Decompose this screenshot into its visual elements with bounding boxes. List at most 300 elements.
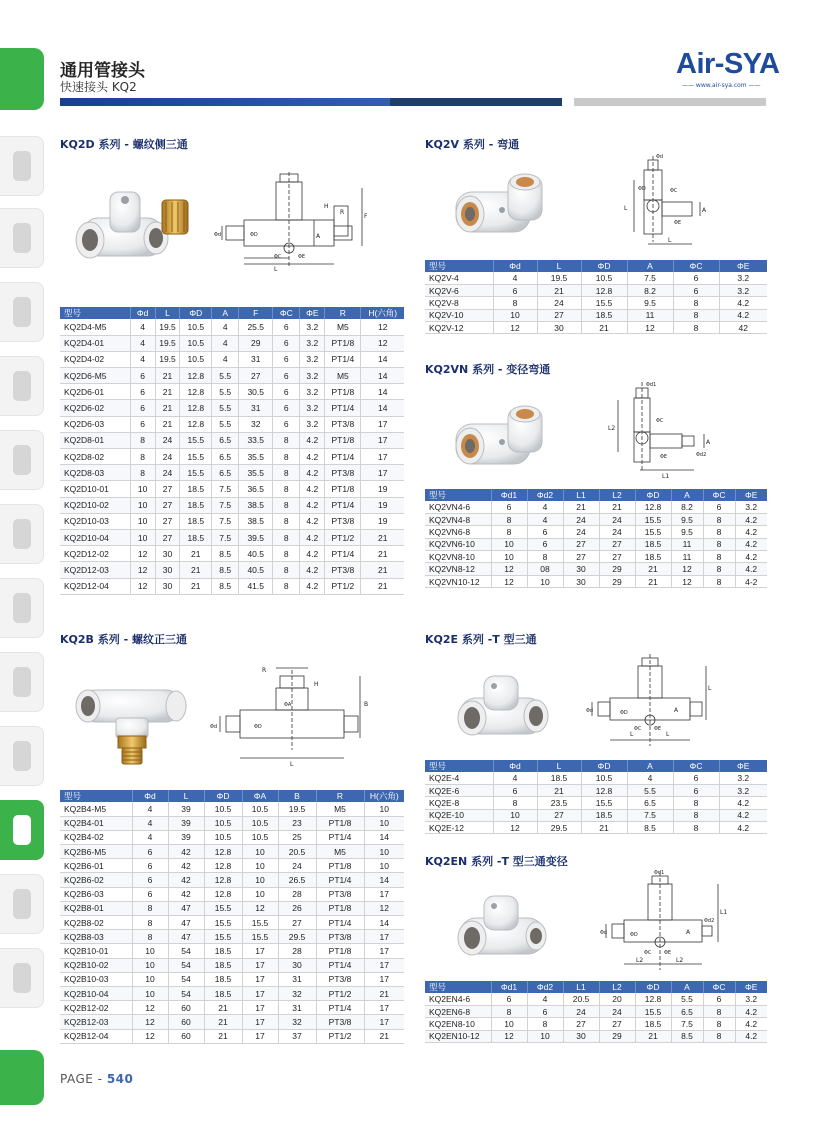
table-cell: KQ2D10-03	[60, 513, 130, 529]
table-cell: 10	[364, 845, 404, 859]
kq2v-label-d: Φd	[656, 154, 664, 160]
table-cell: 4	[132, 830, 168, 844]
table-cell: 18.5	[635, 538, 671, 550]
table-cell: 4.2	[300, 497, 325, 513]
table-cell: PT3/8	[316, 930, 364, 944]
table-cell: 12.8	[180, 416, 212, 432]
table-cell: 10	[130, 497, 155, 513]
section-title-kq2vn: KQ2VN 系列 - 变径弯通	[425, 363, 551, 376]
table-cell: 15.5	[180, 449, 212, 465]
kq2vn-label-d2: Φd2	[696, 452, 707, 458]
table-cell: 6	[491, 993, 527, 1005]
table-cell: 4.2	[300, 513, 325, 529]
table-row	[60, 887, 404, 901]
table-cell: 21	[204, 1015, 242, 1029]
rail-tab-filter[interactable]	[0, 208, 44, 268]
kq2en-label-e: ΦE	[664, 950, 672, 956]
table-cell: 7.5	[627, 272, 673, 284]
table-cell: 10	[242, 873, 278, 887]
table-cell: 18.5	[537, 772, 581, 784]
table-cell: 26.5	[278, 873, 316, 887]
table-cell: 8	[273, 513, 300, 529]
header-bar-dark	[390, 98, 562, 106]
table-cell: 21	[204, 1029, 242, 1043]
table-cell: KQ2VN6-8	[425, 526, 491, 538]
table-cell: 17	[242, 972, 278, 986]
kq2b-label-d: Φd	[210, 724, 218, 730]
table-row	[425, 993, 767, 1005]
table-cell: 21	[155, 384, 180, 400]
table-cell: 38.5	[239, 497, 273, 513]
table-cell: 24	[599, 513, 635, 525]
table-cell: 5.5	[212, 368, 239, 384]
table-cell: 10	[242, 859, 278, 873]
table-cell: 4	[132, 802, 168, 816]
table-cell: 4.2	[300, 481, 325, 497]
table-cell: 8	[703, 551, 735, 563]
table-cell: 21	[155, 416, 180, 432]
rail-tab-accessory[interactable]	[0, 948, 44, 1008]
table-cell: 31	[239, 400, 273, 416]
column-header: L2	[599, 489, 635, 501]
table-cell: 5.5	[627, 784, 673, 796]
table-cell: 11	[671, 538, 703, 550]
table-cell: 8	[130, 449, 155, 465]
table-cell: PT1/8	[325, 432, 361, 448]
page-title: 通用管接头	[60, 61, 145, 81]
table-cell: KQ2B10-01	[60, 944, 132, 958]
table-cell: KQ2B6-01	[60, 859, 132, 873]
table-cell: 8.5	[212, 578, 239, 594]
column-header: Φd	[493, 260, 537, 272]
table-cell: 31	[278, 972, 316, 986]
table-cell: KQ2VN4-8	[425, 513, 491, 525]
table-cell: 39	[168, 802, 204, 816]
table-cell: 8	[673, 822, 719, 834]
table-cell: KQ2E-4	[425, 772, 493, 784]
kq2en-product-photo	[452, 888, 552, 968]
table-cell: 15.5	[635, 513, 671, 525]
table-cell: KQ2EN4-6	[425, 993, 491, 1005]
column-header: ΦC	[673, 260, 719, 272]
table-cell: KQ2D8-01	[60, 432, 130, 448]
table-cell: 3.2	[300, 416, 325, 432]
table-cell: 19	[361, 481, 404, 497]
table-cell: 4	[130, 351, 155, 367]
column-header: ΦC	[673, 760, 719, 772]
table-cell: 10.5	[180, 335, 212, 351]
table-cell: 12	[671, 563, 703, 575]
table-cell: 10	[132, 944, 168, 958]
table-cell: 10	[527, 575, 563, 587]
table-cell: 8	[527, 551, 563, 563]
kq2d-label-c: ΦC	[274, 254, 282, 260]
table-cell: 3.2	[735, 993, 767, 1005]
column-header: A	[627, 260, 673, 272]
table-cell: 7.5	[212, 497, 239, 513]
cylinder-icon	[13, 371, 31, 401]
table-cell: 12.8	[204, 873, 242, 887]
column-header: A	[671, 489, 703, 501]
table-cell: 37	[278, 1029, 316, 1043]
table-cell: 28	[278, 887, 316, 901]
table-cell: 8	[273, 465, 300, 481]
table-row	[60, 400, 404, 416]
table-cell: 25	[278, 830, 316, 844]
rail-bottom-tab	[0, 1050, 44, 1105]
table-cell: 4.2	[300, 546, 325, 562]
table-cell: 8	[673, 322, 719, 334]
table-cell: 7.5	[627, 809, 673, 821]
table-row	[60, 816, 404, 830]
table-cell: 19	[361, 513, 404, 529]
column-header: ΦE	[300, 307, 325, 319]
column-header: Φd2	[527, 981, 563, 993]
table-row	[60, 449, 404, 465]
table-cell: 17	[242, 986, 278, 1000]
table-cell: KQ2B8-03	[60, 930, 132, 944]
table-cell: 17	[361, 416, 404, 432]
rail-tab-lubricator[interactable]	[0, 652, 44, 712]
table-cell: 29	[599, 1030, 635, 1042]
rail-tab-silencer[interactable]	[0, 874, 44, 934]
table-cell: 4.2	[735, 1030, 767, 1042]
table-cell: KQ2VN8-10	[425, 551, 491, 563]
table-cell: KQ2B6-02	[60, 873, 132, 887]
table-cell: 12.8	[635, 993, 671, 1005]
table-cell: 10	[493, 309, 537, 321]
table-cell: KQ2B12-02	[60, 1001, 132, 1015]
table-cell: PT1/4	[325, 546, 361, 562]
kq2vn-label-l2: L2	[608, 425, 616, 432]
table-cell: KQ2B10-04	[60, 986, 132, 1000]
rail-tab-block[interactable]	[0, 430, 44, 490]
kq2en-dimension-drawing	[600, 870, 730, 975]
table-cell: KQ2D4-01	[60, 335, 130, 351]
table-row	[60, 802, 404, 816]
table-cell: KQ2VN4-6	[425, 501, 491, 513]
table-cell: 21	[180, 562, 212, 578]
table-cell: 3.2	[300, 368, 325, 384]
table-cell: 8	[673, 297, 719, 309]
table-cell: 17	[364, 1015, 404, 1029]
table-header-row	[425, 760, 767, 772]
table-cell: 8	[273, 432, 300, 448]
table-cell: 8	[673, 809, 719, 821]
table-cell: 18.5	[635, 551, 671, 563]
kq2b-label-dd: ΦD	[254, 724, 262, 730]
kq2vn-label-e: ΦE	[660, 454, 668, 460]
table-cell: 29.5	[278, 930, 316, 944]
table-cell: 5.5	[671, 993, 703, 1005]
table-cell: 6	[273, 319, 300, 335]
table-cell: 60	[168, 1015, 204, 1029]
table-cell: 8	[273, 546, 300, 562]
rail-tab-regulator[interactable]	[0, 578, 44, 638]
table-cell: KQ2D4-02	[60, 351, 130, 367]
table-cell: 6	[673, 784, 719, 796]
rail-tab-fitting[interactable]	[0, 282, 44, 342]
table-cell: 4.2	[300, 562, 325, 578]
table-cell: KQ2V-6	[425, 284, 493, 296]
table-cell: 28	[278, 944, 316, 958]
table-cell: 4.2	[719, 309, 767, 321]
rail-tab-cylinder[interactable]	[0, 356, 44, 416]
column-header: ΦD	[581, 760, 627, 772]
table-cell: 14	[361, 400, 404, 416]
table-cell: 4.2	[300, 465, 325, 481]
table-row	[425, 809, 767, 821]
table-cell: 6	[130, 384, 155, 400]
table-cell: 4	[212, 335, 239, 351]
table-cell: 8	[130, 432, 155, 448]
table-cell: KQ2B12-03	[60, 1015, 132, 1029]
table-cell: PT1/2	[316, 1029, 364, 1043]
kq2b-label-r: R	[262, 667, 267, 674]
table-cell: 12	[491, 1030, 527, 1042]
table-cell: 3.2	[300, 384, 325, 400]
kq2e-label-l-right: L	[666, 731, 670, 738]
table-cell: 10	[130, 481, 155, 497]
table-cell: 42	[168, 887, 204, 901]
rail-tab-connector-active[interactable]	[0, 800, 44, 860]
table-cell: KQ2D12-04	[60, 578, 130, 594]
table-cell: 8	[273, 449, 300, 465]
lubricator-icon	[13, 667, 31, 697]
table-cell: PT3/8	[325, 416, 361, 432]
table-cell: 7.5	[671, 1018, 703, 1030]
kq2v-label-dd: ΦD	[638, 186, 646, 192]
table-cell: 27	[155, 513, 180, 529]
table-cell: 21	[635, 1030, 671, 1042]
column-header: L	[155, 307, 180, 319]
table-cell: 5.5	[212, 416, 239, 432]
table-cell: KQ2D8-03	[60, 465, 130, 481]
table-cell: 18.5	[180, 513, 212, 529]
section-title-kq2en: KQ2EN 系列 -T 型三通变径	[425, 855, 568, 868]
table-cell: 21	[537, 284, 581, 296]
column-header: ΦE	[735, 489, 767, 501]
table-cell: 26	[278, 901, 316, 915]
table-cell: M5	[325, 368, 361, 384]
table-cell: 38.5	[239, 513, 273, 529]
table-cell: 6	[273, 416, 300, 432]
table-cell: 10.5	[204, 816, 242, 830]
table-cell: KQ2B12-04	[60, 1029, 132, 1043]
table-cell: 8	[273, 562, 300, 578]
rail-tab-module[interactable]	[0, 504, 44, 564]
table-cell: 27	[155, 497, 180, 513]
table-cell: 10.5	[242, 816, 278, 830]
table-cell: 12.8	[180, 368, 212, 384]
table-cell: 5.5	[212, 400, 239, 416]
table-cell: 15.5	[635, 1005, 671, 1017]
table-cell: 24	[563, 513, 599, 525]
table-cell: KQ2VN10-12	[425, 575, 491, 587]
column-header: A	[671, 981, 703, 993]
table-cell: 21	[537, 784, 581, 796]
column-header: Φd	[130, 307, 155, 319]
table-cell: 20	[599, 993, 635, 1005]
table-cell: 6	[493, 284, 537, 296]
table-cell: 4.2	[735, 551, 767, 563]
column-header: L2	[599, 981, 635, 993]
table-cell: 8	[703, 513, 735, 525]
table-cell: 23.5	[537, 797, 581, 809]
column-header: ΦD	[635, 489, 671, 501]
table-cell: 4	[132, 816, 168, 830]
table-cell: KQ2D6-03	[60, 416, 130, 432]
column-header: R	[316, 790, 364, 802]
table-cell: 24	[155, 465, 180, 481]
kq2b-spec-table	[60, 790, 404, 1044]
table-row	[425, 272, 767, 284]
table-cell: 4	[627, 772, 673, 784]
table-cell: KQ2VN8-12	[425, 563, 491, 575]
table-row	[425, 309, 767, 321]
table-row	[425, 297, 767, 309]
table-cell: 20.5	[278, 845, 316, 859]
table-cell: KQ2B8-02	[60, 916, 132, 930]
table-cell: PT3/8	[316, 887, 364, 901]
page-footer	[60, 1072, 133, 1086]
table-row	[60, 465, 404, 481]
kq2v-spec-table	[425, 260, 767, 334]
table-cell: PT1/4	[316, 873, 364, 887]
table-cell: 27	[599, 538, 635, 550]
kq2en-label-d: Φd	[600, 930, 608, 936]
kq2en-label-a: A	[686, 929, 691, 936]
table-cell: 19.5	[537, 272, 581, 284]
table-cell: 10	[493, 809, 537, 821]
table-cell: 8	[703, 526, 735, 538]
table-row	[60, 529, 404, 545]
table-cell: 8	[491, 1005, 527, 1017]
rail-tab-valve[interactable]	[0, 136, 44, 196]
table-row	[425, 284, 767, 296]
column-header: A	[212, 307, 239, 319]
table-cell: 10	[242, 887, 278, 901]
table-cell: 12	[132, 1001, 168, 1015]
table-row	[425, 575, 767, 587]
table-cell: 24	[563, 1005, 599, 1017]
table-cell: 10.5	[180, 319, 212, 335]
table-cell: 8	[673, 309, 719, 321]
table-cell: 12.8	[204, 887, 242, 901]
table-cell: KQ2E-10	[425, 809, 493, 821]
table-cell: 5.5	[212, 384, 239, 400]
table-cell: KQ2B8-01	[60, 901, 132, 915]
kq2d-dimension-drawing	[214, 168, 374, 273]
table-cell: 21	[563, 501, 599, 513]
table-cell: 8.5	[627, 822, 673, 834]
table-cell: PT1/8	[316, 901, 364, 915]
table-row	[425, 322, 767, 334]
table-cell: 3.2	[300, 351, 325, 367]
kq2en-spec-table	[425, 981, 767, 1043]
column-header: ΦC	[703, 489, 735, 501]
filter-icon	[13, 223, 31, 253]
table-row	[425, 538, 767, 550]
table-cell: 42	[168, 859, 204, 873]
table-cell: 24	[537, 297, 581, 309]
table-cell: KQ2B10-02	[60, 958, 132, 972]
table-cell: 7.5	[212, 513, 239, 529]
table-cell: 17	[361, 432, 404, 448]
table-cell: KQ2E-12	[425, 822, 493, 834]
table-cell: M5	[316, 845, 364, 859]
table-cell: KQ2B4-02	[60, 830, 132, 844]
table-cell: 8	[273, 529, 300, 545]
table-cell: 30	[278, 958, 316, 972]
table-cell: 8	[132, 930, 168, 944]
table-row	[425, 797, 767, 809]
rail-tab-gripper[interactable]	[0, 726, 44, 786]
table-cell: KQ2D10-04	[60, 529, 130, 545]
section-title-kq2d: KQ2D 系列 - 螺纹侧三通	[60, 138, 188, 151]
table-cell: 8	[493, 797, 537, 809]
table-cell: 42	[168, 845, 204, 859]
table-cell: 20.5	[563, 993, 599, 1005]
table-cell: 30	[563, 1030, 599, 1042]
table-cell: 10.5	[242, 802, 278, 816]
table-cell: 27	[278, 916, 316, 930]
column-header: L1	[563, 489, 599, 501]
table-cell: M5	[325, 319, 361, 335]
page-subtitle: 快速接头 KQ2	[60, 80, 137, 94]
table-cell: KQ2D6-02	[60, 400, 130, 416]
table-cell: 8.5	[212, 562, 239, 578]
table-row	[60, 578, 404, 594]
table-cell: KQ2V-4	[425, 272, 493, 284]
kq2d-label-a: A	[316, 233, 321, 240]
table-cell: 3.2	[300, 335, 325, 351]
kq2v-label-l-bottom: L	[668, 237, 672, 244]
kq2e-label-a: A	[674, 707, 679, 714]
table-cell: 6	[703, 501, 735, 513]
table-cell: PT1/8	[325, 384, 361, 400]
table-cell: 24	[278, 859, 316, 873]
table-cell: 33.5	[239, 432, 273, 448]
table-cell: KQ2V-8	[425, 297, 493, 309]
table-cell: 10	[130, 529, 155, 545]
table-row	[60, 384, 404, 400]
table-cell: PT1/8	[325, 481, 361, 497]
table-cell: 3.2	[300, 400, 325, 416]
table-cell: 17	[242, 958, 278, 972]
table-cell: 10	[491, 538, 527, 550]
table-cell: 35.5	[239, 449, 273, 465]
table-cell: KQ2VN6-10	[425, 538, 491, 550]
section-title-kq2v: KQ2V 系列 - 弯通	[425, 138, 520, 151]
silencer-icon	[13, 889, 31, 919]
kq2vn-dimension-drawing	[600, 378, 730, 483]
column-header: L	[537, 760, 581, 772]
table-cell: 4.2	[735, 563, 767, 575]
table-cell: 9.5	[671, 513, 703, 525]
table-cell: 40.5	[239, 562, 273, 578]
table-cell: 18.5	[180, 481, 212, 497]
table-row	[60, 416, 404, 432]
table-cell: 15.5	[581, 797, 627, 809]
table-cell: 12.8	[180, 400, 212, 416]
table-cell: 39.5	[239, 529, 273, 545]
table-cell: 21	[599, 501, 635, 513]
table-cell: 8.5	[212, 546, 239, 562]
column-header: ΦD	[180, 307, 212, 319]
table-cell: 12	[130, 546, 155, 562]
table-row	[425, 551, 767, 563]
